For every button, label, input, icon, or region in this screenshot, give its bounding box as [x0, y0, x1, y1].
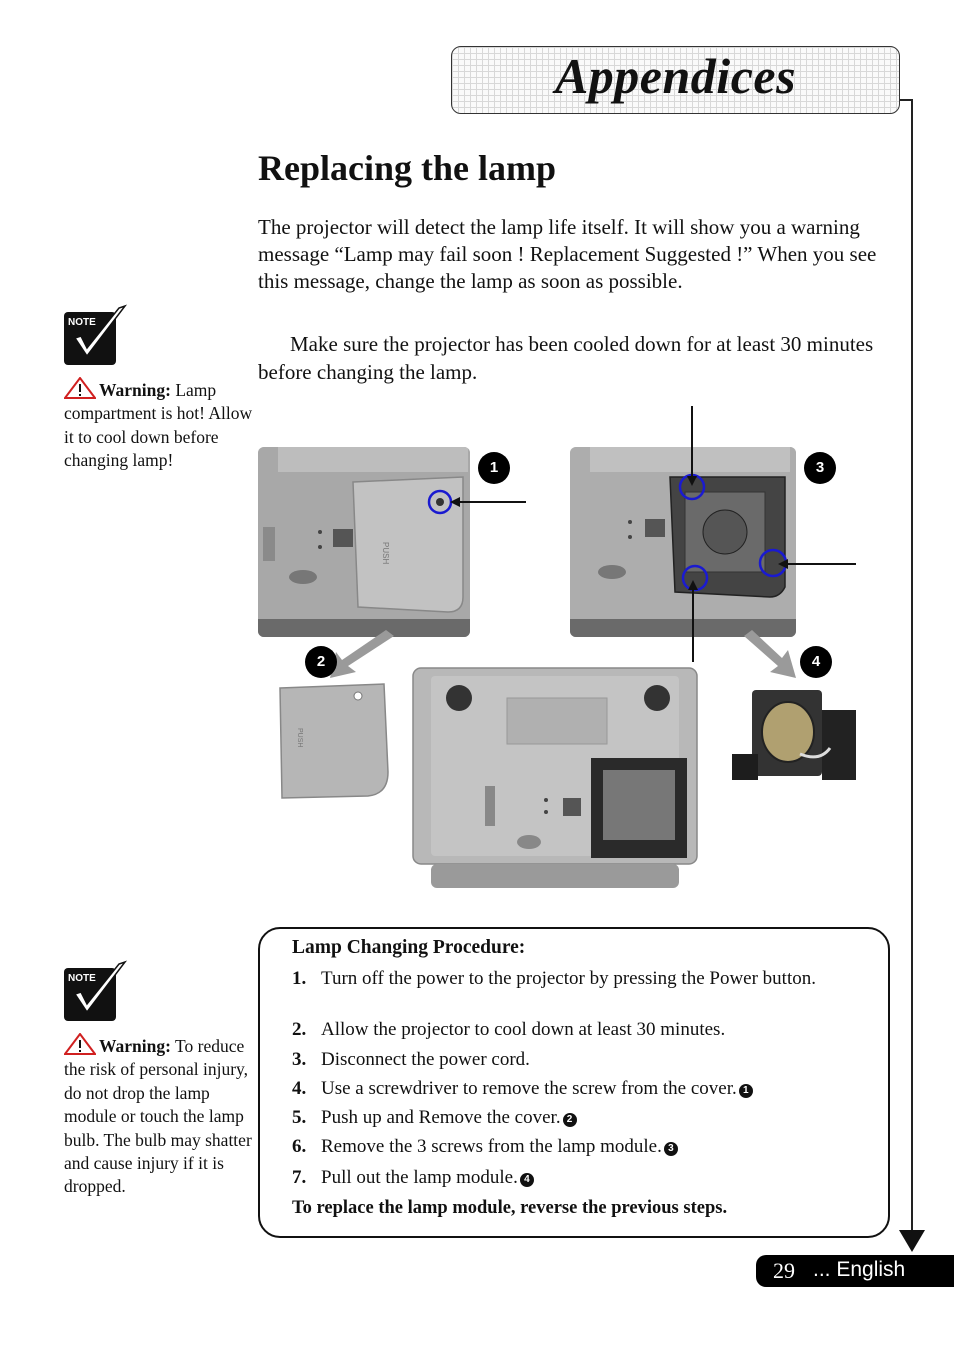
photo-removed-cover: [276, 682, 390, 800]
procedure-title: Lamp Changing Procedure:: [292, 937, 526, 958]
note-check-icon: [63, 304, 129, 366]
step-marker-icon: 1: [739, 1084, 753, 1098]
step-text: Pull out the lamp module.: [321, 1167, 518, 1188]
procedure-step-5: [292, 1107, 872, 1129]
photo-projector-bottom: [411, 666, 699, 892]
note-label: NOTE: [68, 317, 96, 328]
step-text: Remove the 3 screws from the lamp module.: [321, 1136, 662, 1157]
step-number: 1.: [292, 968, 307, 989]
step-marker-icon: 2: [563, 1113, 577, 1127]
step-text: Allow the projector to cool down at least 30 minutes.: [321, 1019, 726, 1040]
cover-push-label: PUSH: [296, 728, 303, 748]
step-text: Push up and Remove the cover.: [321, 1107, 561, 1128]
intro-paragraph: The projector will detect the lamp life itself. It will show you a warning message “Lamp may fail soon ! Replacement Suggested !” When you see this message, change the lamp as soon as possible.: [258, 215, 877, 293]
header-title: Appendices: [554, 48, 797, 104]
pointer-arrow-icon: [685, 580, 701, 662]
step-badge-1: 1: [478, 452, 510, 484]
step-badge-2: 2: [305, 646, 337, 678]
pointer-arrow-icon: [450, 494, 530, 510]
procedure-step-4: [292, 1078, 872, 1100]
warning-label: Warning:: [99, 380, 171, 400]
cover-push-label: PUSH: [381, 542, 390, 565]
step-number: 6.: [292, 1136, 307, 1157]
step-number: 4.: [292, 1078, 307, 1099]
procedure-step-3: [292, 1049, 872, 1071]
step-marker-icon: 4: [520, 1173, 534, 1187]
step-number: 3.: [292, 1049, 307, 1070]
warning-triangle-icon: [64, 1033, 96, 1055]
warning-text: Lamp compartment is hot! Allow it to cool down before changing lamp!: [64, 380, 253, 471]
procedure-step-7: [292, 1167, 872, 1189]
page-language: ... English: [813, 1258, 906, 1281]
warning-note-hot: [64, 377, 259, 473]
warning-triangle-icon: [64, 377, 96, 399]
cooldown-paragraph: Make sure the projector has been cooled down for at least 30 minutes before changing the lamp.: [258, 332, 874, 384]
photo-lamp-module: [730, 684, 860, 786]
procedure-step-2: [292, 1019, 872, 1041]
step-text: Use a screwdriver to remove the screw from the cover.: [321, 1078, 737, 1099]
step-text: Disconnect the power cord.: [321, 1049, 530, 1070]
pointer-arrow-icon: [684, 406, 700, 486]
down-arrow-icon: [899, 1230, 925, 1252]
warning-text: To reduce the risk of personal injury, do not drop the lamp module or touch the lamp bulb. The bulb may shatter and cause injury if it is dropped.: [64, 1036, 252, 1197]
photo-lamp-screws: [570, 447, 796, 637]
warning-label: Warning:: [99, 1036, 171, 1056]
frame-line-right: [911, 99, 913, 1233]
section-title: Replacing the lamp: [258, 148, 557, 188]
procedure-footer: To replace the lamp module, reverse the previous steps.: [292, 1198, 728, 1218]
step-text: Turn off the power to the projector by pressing the Power button.: [321, 968, 816, 989]
pointer-arrow-icon: [778, 556, 856, 572]
page-number: 29: [773, 1258, 795, 1283]
step-number: 5.: [292, 1107, 307, 1128]
step-badge-3: 3: [804, 452, 836, 484]
warning-note-injury: [64, 1033, 259, 1199]
step-marker-icon: 3: [664, 1142, 678, 1156]
note-check-icon: [63, 960, 129, 1022]
procedure-step-6: [292, 1136, 872, 1158]
direction-arrow-icon: [742, 630, 798, 680]
step-badge-4: 4: [800, 646, 832, 678]
procedure-step-1: [292, 968, 872, 990]
direction-arrow-icon: [328, 630, 398, 680]
step-number: 7.: [292, 1167, 307, 1188]
note-label: NOTE: [68, 973, 96, 984]
step-number: 2.: [292, 1019, 307, 1040]
photo-cover-screw: [258, 447, 470, 637]
